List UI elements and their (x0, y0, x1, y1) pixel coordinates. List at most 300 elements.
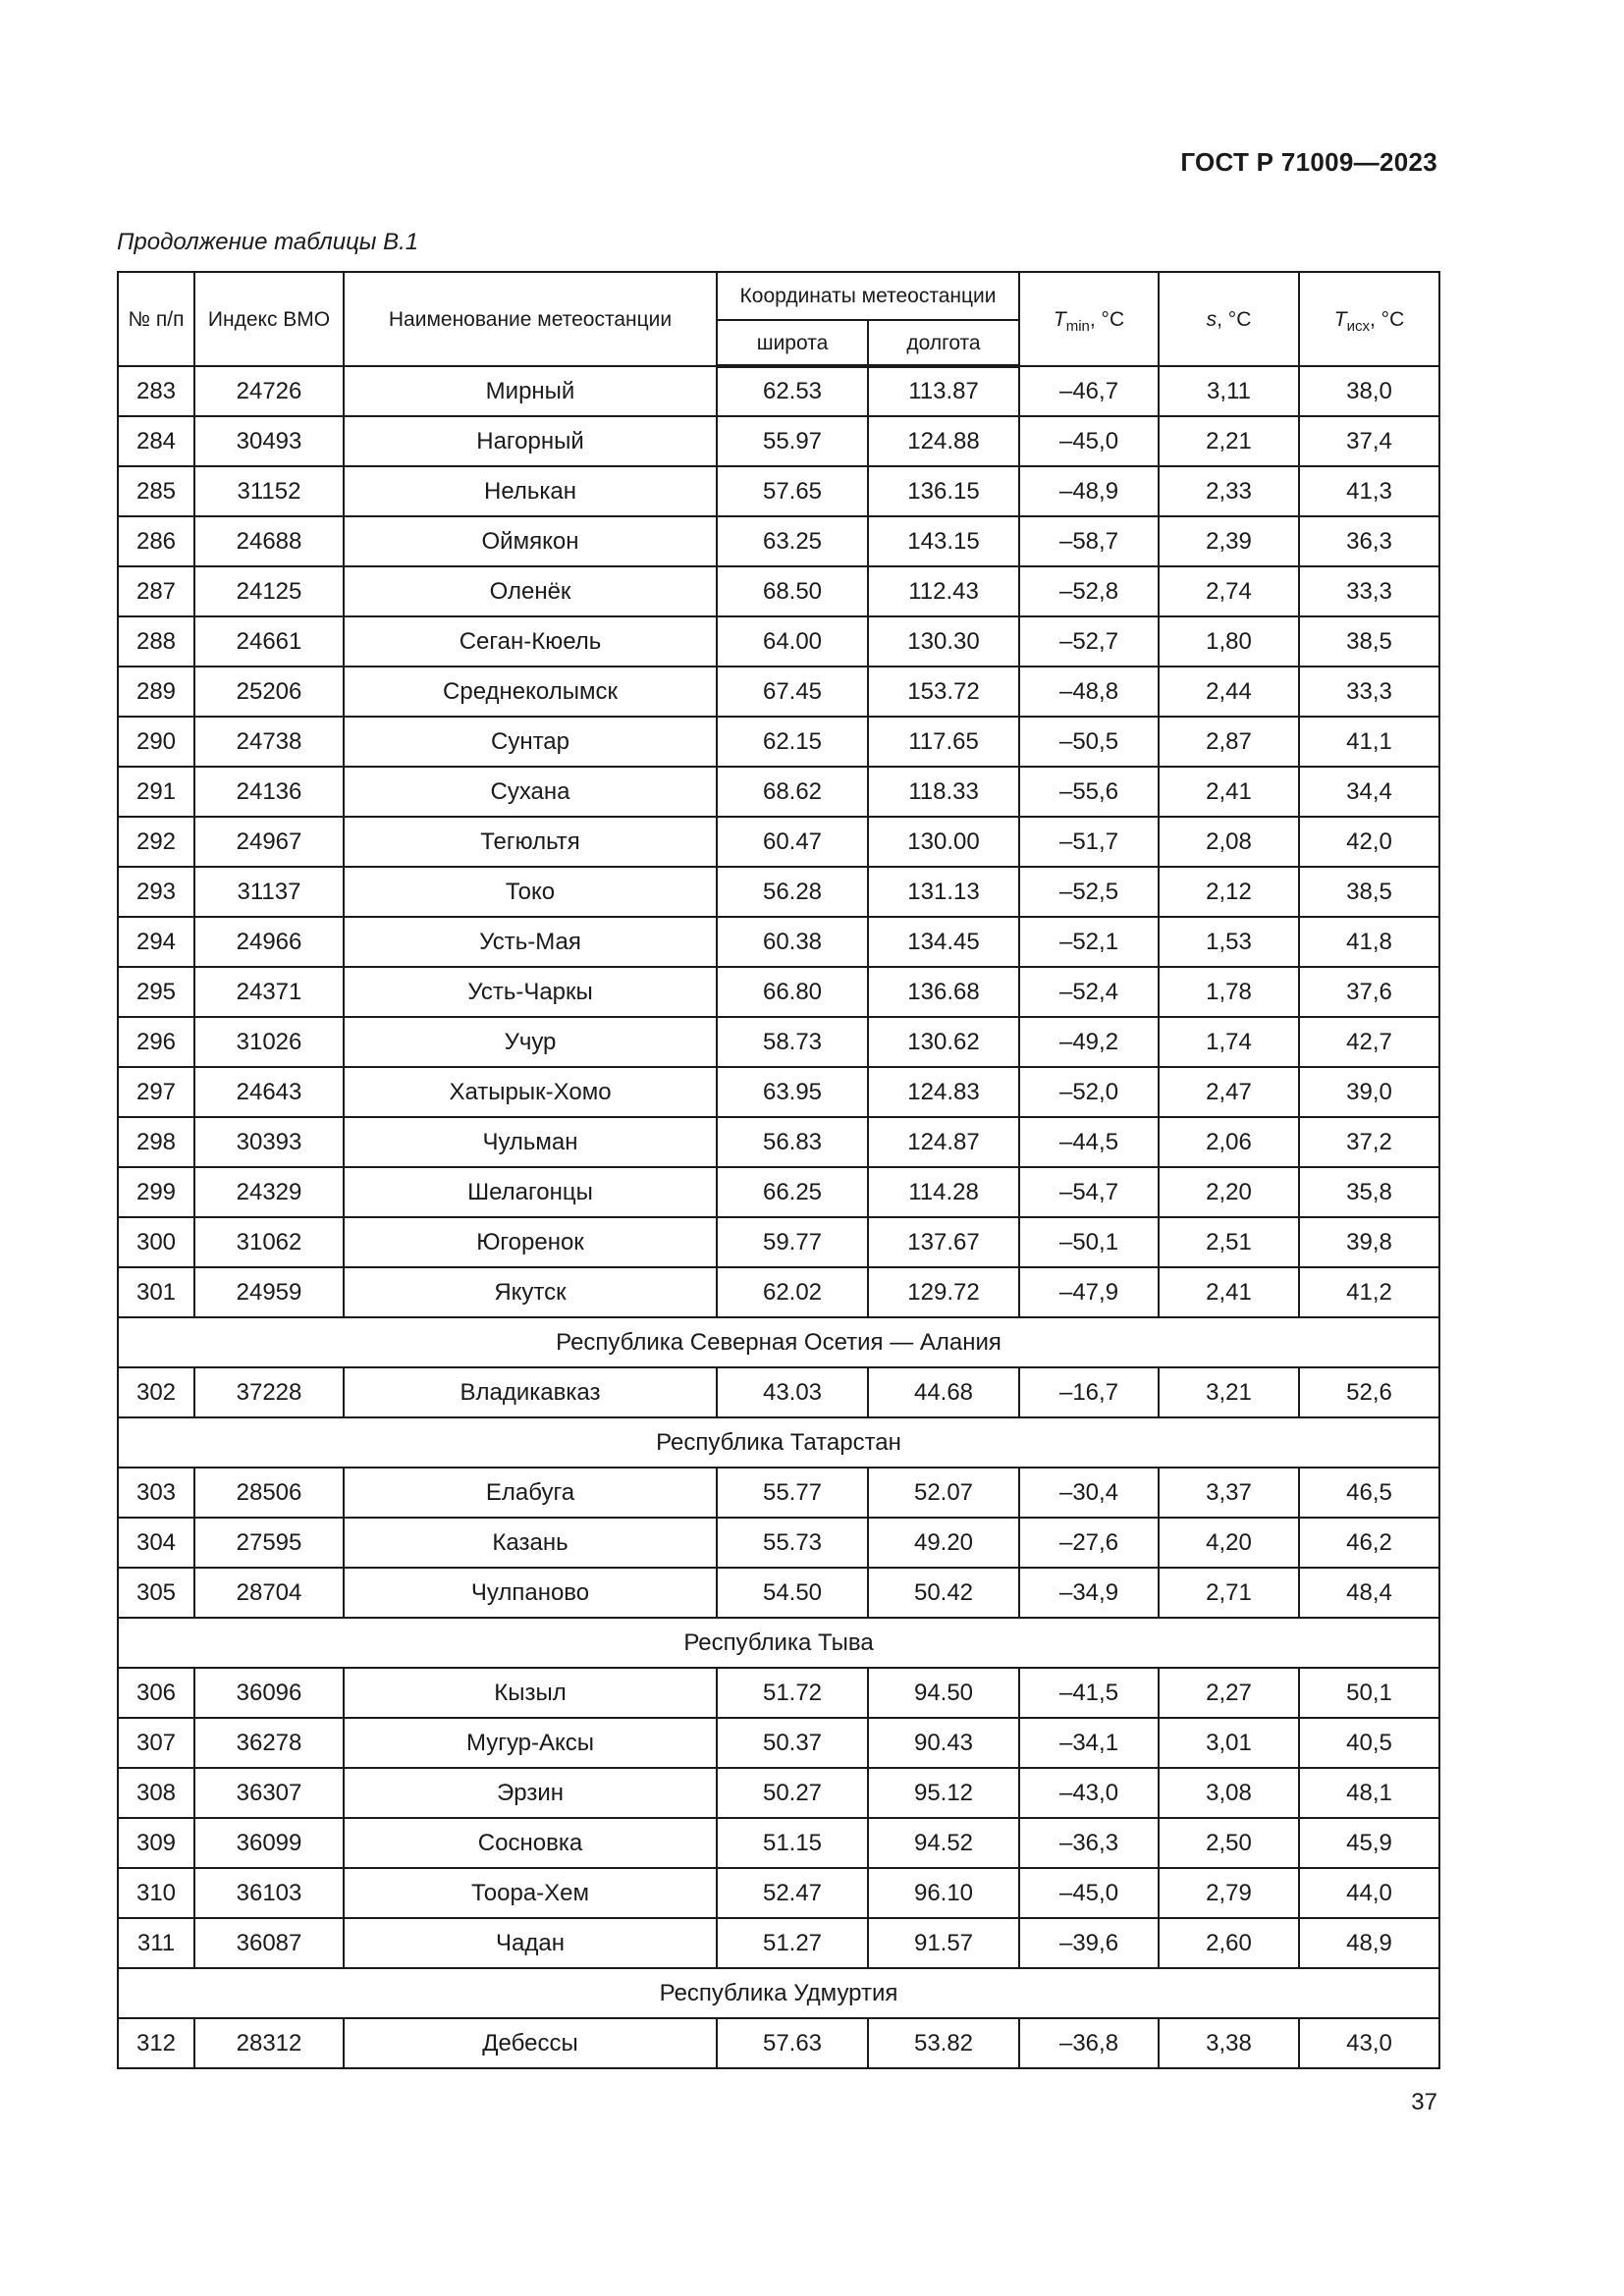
cell-tisx: 33,3 (1299, 566, 1439, 616)
cell-num: 300 (118, 1217, 194, 1267)
cell-tisx: 42,7 (1299, 1017, 1439, 1067)
cell-tmin: –16,7 (1019, 1367, 1159, 1417)
cell-lat: 62.15 (717, 717, 868, 767)
cell-num: 284 (118, 416, 194, 466)
cell-tisx: 37,2 (1299, 1117, 1439, 1167)
table-row (118, 967, 1439, 1017)
cell-lat: 62.02 (717, 1267, 868, 1317)
cell-index: 28312 (194, 2018, 344, 2068)
table-row (118, 717, 1439, 767)
section-title: Республика Тыва (118, 1618, 1439, 1668)
cell-tmin: –43,0 (1019, 1768, 1159, 1818)
table-row (118, 1367, 1439, 1417)
cell-lon: 130.00 (868, 817, 1019, 867)
cell-lat: 52.47 (717, 1868, 868, 1918)
cell-lat: 50.37 (717, 1718, 868, 1768)
cell-name: Нелькан (344, 466, 717, 516)
cell-tmin: –48,8 (1019, 667, 1159, 717)
document-code: ГОСТ Р 71009—2023 (1180, 147, 1437, 177)
cell-lon: 52.07 (868, 1468, 1019, 1518)
cell-lat: 66.25 (717, 1167, 868, 1217)
cell-lat: 64.00 (717, 616, 868, 667)
cell-num: 293 (118, 867, 194, 917)
cell-tisx: 34,4 (1299, 767, 1439, 817)
table-caption: Продолжение таблицы В.1 (117, 229, 419, 255)
cell-lat: 51.72 (717, 1668, 868, 1718)
cell-s: 2,71 (1159, 1568, 1299, 1618)
cell-index: 36103 (194, 1868, 344, 1918)
header-num-label: № п/п (128, 307, 185, 331)
cell-index: 24371 (194, 967, 344, 1017)
cell-s: 2,60 (1159, 1918, 1299, 1968)
cell-lat: 55.77 (717, 1468, 868, 1518)
cell-s: 1,53 (1159, 917, 1299, 967)
cell-name: Мирный (344, 366, 717, 416)
cell-name: Тегюльтя (344, 817, 717, 867)
table-row (118, 1568, 1439, 1618)
cell-s: 2,33 (1159, 466, 1299, 516)
cell-tmin: –52,4 (1019, 967, 1159, 1017)
table-row (118, 867, 1439, 917)
cell-s: 2,06 (1159, 1117, 1299, 1167)
table-row (118, 1167, 1439, 1217)
cell-num: 294 (118, 917, 194, 967)
cell-tmin: –41,5 (1019, 1668, 1159, 1718)
cell-lon: 134.45 (868, 917, 1019, 967)
cell-tisx: 38,0 (1299, 366, 1439, 416)
cell-tmin: –30,4 (1019, 1468, 1159, 1518)
header-s-symbol: s (1206, 307, 1218, 331)
cell-s: 2,50 (1159, 1818, 1299, 1868)
cell-tisx: 38,5 (1299, 616, 1439, 667)
cell-tmin: –52,8 (1019, 566, 1159, 616)
cell-lat: 60.47 (717, 817, 868, 867)
cell-lat: 63.25 (717, 516, 868, 566)
cell-lat: 57.65 (717, 466, 868, 516)
header-s (1159, 272, 1299, 366)
cell-s: 3,11 (1159, 366, 1299, 416)
header-tisx-unit: , °С (1370, 307, 1405, 331)
cell-lon: 130.62 (868, 1017, 1019, 1067)
cell-tmin: –50,5 (1019, 717, 1159, 767)
cell-name: Усть-Чаркы (344, 967, 717, 1017)
cell-num: 286 (118, 516, 194, 566)
cell-num: 311 (118, 1918, 194, 1968)
cell-num: 310 (118, 1868, 194, 1918)
cell-lon: 49.20 (868, 1518, 1019, 1568)
cell-index: 24966 (194, 917, 344, 967)
header-tmin-unit: , °С (1089, 307, 1125, 331)
cell-name: Тоора-Хем (344, 1868, 717, 1918)
cell-s: 2,41 (1159, 767, 1299, 817)
cell-lat: 56.83 (717, 1117, 868, 1167)
section-title: Республика Северная Осетия — Алания (118, 1317, 1439, 1367)
cell-s: 2,39 (1159, 516, 1299, 566)
cell-num: 295 (118, 967, 194, 1017)
table-row (118, 1918, 1439, 1968)
cell-lat: 63.95 (717, 1067, 868, 1117)
cell-num: 290 (118, 717, 194, 767)
cell-lon: 94.50 (868, 1668, 1019, 1718)
header-lon-label: долгота (906, 331, 981, 354)
cell-lon: 124.87 (868, 1117, 1019, 1167)
cell-tisx: 42,0 (1299, 817, 1439, 867)
cell-num: 305 (118, 1568, 194, 1618)
cell-tmin: –36,3 (1019, 1818, 1159, 1868)
cell-num: 296 (118, 1017, 194, 1067)
cell-index: 24738 (194, 717, 344, 767)
cell-tmin: –50,1 (1019, 1217, 1159, 1267)
cell-name: Якутск (344, 1267, 717, 1317)
table-row (118, 1468, 1439, 1518)
table-row (118, 1668, 1439, 1718)
cell-num: 298 (118, 1117, 194, 1167)
cell-lon: 113.87 (868, 366, 1019, 416)
cell-name: Чульман (344, 1117, 717, 1167)
cell-lon: 114.28 (868, 1167, 1019, 1217)
cell-name: Эрзин (344, 1768, 717, 1818)
cell-tmin: –44,5 (1019, 1117, 1159, 1167)
header-tisx-subscript: исх (1346, 317, 1370, 335)
cell-num: 299 (118, 1167, 194, 1217)
header-tmin-subscript: min (1065, 317, 1090, 335)
cell-lon: 95.12 (868, 1768, 1019, 1818)
cell-num: 287 (118, 566, 194, 616)
section-row (118, 1618, 1439, 1668)
cell-index: 36278 (194, 1718, 344, 1768)
cell-name: Сосновка (344, 1818, 717, 1868)
cell-tisx: 44,0 (1299, 1868, 1439, 1918)
cell-tmin: –45,0 (1019, 416, 1159, 466)
cell-index: 25206 (194, 667, 344, 717)
cell-lat: 55.73 (717, 1518, 868, 1568)
cell-num: 291 (118, 767, 194, 817)
cell-name: Чулпаново (344, 1568, 717, 1618)
cell-tmin: –58,7 (1019, 516, 1159, 566)
cell-tisx: 35,8 (1299, 1167, 1439, 1217)
cell-lon: 96.10 (868, 1868, 1019, 1918)
cell-lat: 60.38 (717, 917, 868, 967)
cell-tmin: –39,6 (1019, 1918, 1159, 1968)
cell-num: 307 (118, 1718, 194, 1768)
cell-num: 304 (118, 1518, 194, 1568)
cell-num: 309 (118, 1818, 194, 1868)
header-lon (868, 320, 1019, 366)
cell-num: 285 (118, 466, 194, 516)
cell-num: 288 (118, 616, 194, 667)
cell-lon: 137.67 (868, 1217, 1019, 1267)
table-row (118, 366, 1439, 416)
cell-lat: 59.77 (717, 1217, 868, 1267)
cell-lon: 131.13 (868, 867, 1019, 917)
cell-s: 3,38 (1159, 2018, 1299, 2068)
header-coords (717, 272, 1019, 320)
cell-lat: 51.27 (717, 1918, 868, 1968)
cell-lon: 50.42 (868, 1568, 1019, 1618)
cell-s: 2,51 (1159, 1217, 1299, 1267)
section-title: Республика Татарстан (118, 1417, 1439, 1468)
cell-tisx: 43,0 (1299, 2018, 1439, 2068)
section-row (118, 1417, 1439, 1468)
cell-s: 2,79 (1159, 1868, 1299, 1918)
cell-lon: 143.15 (868, 516, 1019, 566)
cell-num: 301 (118, 1267, 194, 1317)
cell-tisx: 48,9 (1299, 1918, 1439, 1968)
cell-name: Казань (344, 1518, 717, 1568)
cell-s: 2,27 (1159, 1668, 1299, 1718)
cell-s: 1,78 (1159, 967, 1299, 1017)
cell-tmin: –46,7 (1019, 366, 1159, 416)
cell-tmin: –52,0 (1019, 1067, 1159, 1117)
table-row (118, 767, 1439, 817)
cell-tisx: 48,4 (1299, 1568, 1439, 1618)
cell-index: 31152 (194, 466, 344, 516)
cell-lon: 153.72 (868, 667, 1019, 717)
cell-tisx: 36,3 (1299, 516, 1439, 566)
cell-name: Югоренок (344, 1217, 717, 1267)
cell-tisx: 39,0 (1299, 1067, 1439, 1117)
cell-tisx: 50,1 (1299, 1668, 1439, 1718)
table-row (118, 566, 1439, 616)
cell-name: Токо (344, 867, 717, 917)
table-body (118, 366, 1439, 2068)
section-title: Республика Удмуртия (118, 1968, 1439, 2018)
cell-name: Сухана (344, 767, 717, 817)
cell-s: 2,20 (1159, 1167, 1299, 1217)
cell-index: 24125 (194, 566, 344, 616)
cell-lon: 130.30 (868, 616, 1019, 667)
cell-index: 24136 (194, 767, 344, 817)
cell-s: 2,74 (1159, 566, 1299, 616)
cell-tmin: –54,7 (1019, 1167, 1159, 1217)
header-name-label: Наименование метеостанции (388, 307, 673, 331)
cell-s: 2,87 (1159, 717, 1299, 767)
cell-tisx: 48,1 (1299, 1768, 1439, 1818)
cell-name: Среднеколымск (344, 667, 717, 717)
cell-index: 24959 (194, 1267, 344, 1317)
cell-lon: 112.43 (868, 566, 1019, 616)
cell-lon: 117.65 (868, 717, 1019, 767)
cell-s: 1,80 (1159, 616, 1299, 667)
table-row (118, 1818, 1439, 1868)
cell-tisx: 46,5 (1299, 1468, 1439, 1518)
cell-num: 292 (118, 817, 194, 867)
cell-index: 28704 (194, 1568, 344, 1618)
cell-tmin: –51,7 (1019, 817, 1159, 867)
cell-index: 24967 (194, 817, 344, 867)
cell-tmin: –47,9 (1019, 1267, 1159, 1317)
cell-tmin: –52,7 (1019, 616, 1159, 667)
cell-s: 1,74 (1159, 1017, 1299, 1067)
cell-tmin: –55,6 (1019, 767, 1159, 817)
cell-num: 306 (118, 1668, 194, 1718)
cell-index: 31137 (194, 867, 344, 917)
cell-index: 31026 (194, 1017, 344, 1067)
cell-lat: 51.15 (717, 1818, 868, 1868)
header-tisx-symbol: T (1333, 307, 1347, 331)
cell-lat: 43.03 (717, 1367, 868, 1417)
header-tmin-symbol: T (1053, 307, 1066, 331)
cell-name: Мугур-Аксы (344, 1718, 717, 1768)
cell-name: Сунтар (344, 717, 717, 767)
cell-s: 2,08 (1159, 817, 1299, 867)
cell-name: Сеган-Кюель (344, 616, 717, 667)
cell-num: 303 (118, 1468, 194, 1518)
cell-tmin: –27,6 (1019, 1518, 1159, 1568)
cell-lon: 44.68 (868, 1367, 1019, 1417)
cell-index: 24726 (194, 366, 344, 416)
cell-num: 312 (118, 2018, 194, 2068)
cell-tmin: –52,1 (1019, 917, 1159, 967)
table-row (118, 1267, 1439, 1317)
page-number: 37 (1411, 2089, 1437, 2115)
cell-name: Хатырык-Хомо (344, 1067, 717, 1117)
cell-lat: 67.45 (717, 667, 868, 717)
cell-lon: 91.57 (868, 1918, 1019, 1968)
header-index (194, 272, 344, 366)
cell-index: 27595 (194, 1518, 344, 1568)
cell-s: 3,01 (1159, 1718, 1299, 1768)
table-row (118, 1017, 1439, 1067)
cell-tisx: 41,1 (1299, 717, 1439, 767)
cell-index: 30493 (194, 416, 344, 466)
table-row (118, 1868, 1439, 1918)
cell-s: 3,21 (1159, 1367, 1299, 1417)
cell-tisx: 45,9 (1299, 1818, 1439, 1868)
cell-lat: 57.63 (717, 2018, 868, 2068)
cell-index: 24688 (194, 516, 344, 566)
table-row (118, 1217, 1439, 1267)
cell-tisx: 38,5 (1299, 867, 1439, 917)
cell-s: 2,21 (1159, 416, 1299, 466)
table-row (118, 516, 1439, 566)
section-row (118, 1317, 1439, 1367)
header-name (344, 272, 717, 366)
cell-tmin: –45,0 (1019, 1868, 1159, 1918)
header-coords-label: Координаты метеостанции (739, 285, 997, 307)
cell-name: Елабуга (344, 1468, 717, 1518)
header-num (118, 272, 194, 366)
cell-lat: 56.28 (717, 867, 868, 917)
cell-lat: 54.50 (717, 1568, 868, 1618)
cell-lon: 118.33 (868, 767, 1019, 817)
cell-num: 289 (118, 667, 194, 717)
stations-table (117, 271, 1440, 2069)
cell-index: 37228 (194, 1367, 344, 1417)
cell-lat: 58.73 (717, 1017, 868, 1067)
header-s-unit: , °С (1217, 307, 1252, 331)
cell-tisx: 37,4 (1299, 416, 1439, 466)
cell-s: 3,37 (1159, 1468, 1299, 1518)
cell-s: 2,41 (1159, 1267, 1299, 1317)
cell-tmin: –36,8 (1019, 2018, 1159, 2068)
table-row (118, 466, 1439, 516)
table-row (118, 1518, 1439, 1568)
cell-index: 36087 (194, 1918, 344, 1968)
cell-index: 24329 (194, 1167, 344, 1217)
cell-lat: 50.27 (717, 1768, 868, 1818)
header-tisx (1299, 272, 1439, 366)
cell-tisx: 41,3 (1299, 466, 1439, 516)
cell-name: Кызыл (344, 1668, 717, 1718)
table-row (118, 616, 1439, 667)
cell-tmin: –52,5 (1019, 867, 1159, 917)
cell-name: Дебессы (344, 2018, 717, 2068)
table-row (118, 667, 1439, 717)
cell-lon: 136.15 (868, 466, 1019, 516)
cell-tisx: 41,2 (1299, 1267, 1439, 1317)
cell-name: Усть-Мая (344, 917, 717, 967)
cell-index: 30393 (194, 1117, 344, 1167)
header-tmin (1019, 272, 1159, 366)
cell-num: 297 (118, 1067, 194, 1117)
cell-lon: 124.83 (868, 1067, 1019, 1117)
cell-index: 31062 (194, 1217, 344, 1267)
cell-tisx: 41,8 (1299, 917, 1439, 967)
cell-s: 4,20 (1159, 1518, 1299, 1568)
header-lat-label: широта (756, 331, 829, 354)
cell-tmin: –34,1 (1019, 1718, 1159, 1768)
header-lat (717, 320, 868, 366)
cell-tmin: –48,9 (1019, 466, 1159, 516)
cell-s: 2,47 (1159, 1067, 1299, 1117)
cell-index: 36099 (194, 1818, 344, 1868)
cell-tisx: 46,2 (1299, 1518, 1439, 1568)
cell-lon: 90.43 (868, 1718, 1019, 1768)
table-header (118, 272, 1439, 366)
cell-index: 36307 (194, 1768, 344, 1818)
cell-name: Оленёк (344, 566, 717, 616)
cell-tmin: –49,2 (1019, 1017, 1159, 1067)
cell-lon: 124.88 (868, 416, 1019, 466)
table-row (118, 1768, 1439, 1818)
cell-tisx: 52,6 (1299, 1367, 1439, 1417)
cell-tisx: 33,3 (1299, 667, 1439, 717)
cell-tisx: 39,8 (1299, 1217, 1439, 1267)
cell-name: Оймякон (344, 516, 717, 566)
cell-name: Учур (344, 1017, 717, 1067)
header-index-label: Индекс ВМО (207, 307, 331, 331)
table-row (118, 1117, 1439, 1167)
cell-lat: 68.50 (717, 566, 868, 616)
table-row (118, 917, 1439, 967)
table-row (118, 1067, 1439, 1117)
cell-lat: 66.80 (717, 967, 868, 1017)
section-row (118, 1968, 1439, 2018)
cell-tisx: 37,6 (1299, 967, 1439, 1017)
cell-name: Шелагонцы (344, 1167, 717, 1217)
cell-index: 36096 (194, 1668, 344, 1718)
cell-lat: 62.53 (717, 366, 868, 416)
cell-s: 2,12 (1159, 867, 1299, 917)
cell-s: 2,44 (1159, 667, 1299, 717)
table-row (118, 416, 1439, 466)
cell-lon: 94.52 (868, 1818, 1019, 1868)
cell-lon: 53.82 (868, 2018, 1019, 2068)
cell-tmin: –34,9 (1019, 1568, 1159, 1618)
cell-lon: 136.68 (868, 967, 1019, 1017)
cell-index: 24643 (194, 1067, 344, 1117)
table-row (118, 1718, 1439, 1768)
cell-lon: 129.72 (868, 1267, 1019, 1317)
table-row (118, 817, 1439, 867)
table-row (118, 2018, 1439, 2068)
cell-tisx: 40,5 (1299, 1718, 1439, 1768)
cell-num: 302 (118, 1367, 194, 1417)
cell-lat: 68.62 (717, 767, 868, 817)
cell-num: 308 (118, 1768, 194, 1818)
cell-num: 283 (118, 366, 194, 416)
